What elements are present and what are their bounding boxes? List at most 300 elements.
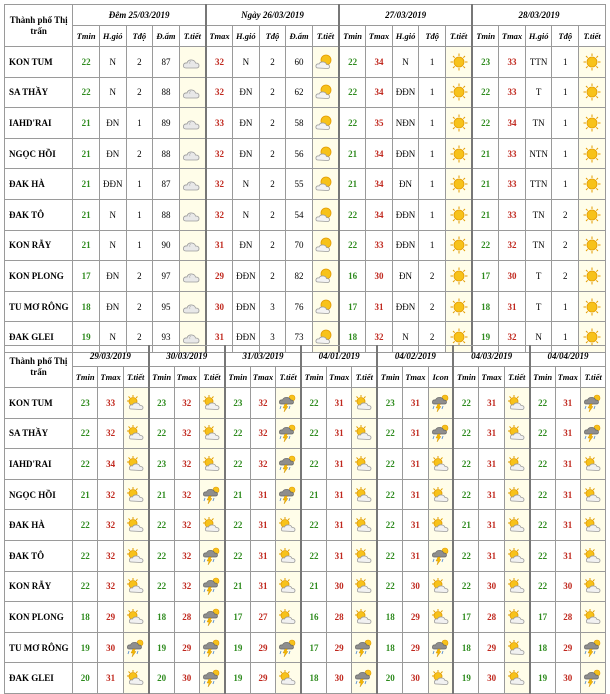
wind-direction: ĐĐN: [233, 291, 260, 322]
column-header: H.gió: [233, 26, 260, 47]
tmin-value: 22: [301, 540, 326, 571]
humidity: 87: [153, 47, 180, 78]
tmin-value: 21: [73, 230, 100, 261]
tmin-value: 22: [377, 418, 402, 449]
humidity: 60: [286, 47, 313, 78]
date-header: 29/03/2019: [73, 346, 149, 367]
tmax-value: 29: [479, 632, 504, 663]
sun-cloud-icon: [504, 540, 529, 571]
tmin-value: 23: [73, 388, 98, 419]
wind-direction: ĐN: [99, 291, 126, 322]
sun-cloud-icon: [312, 230, 339, 261]
thunderstorm-icon: [428, 632, 453, 663]
tmin-value: 17: [472, 261, 499, 292]
tmin-value: 22: [530, 510, 555, 541]
city-name: TU MƠ RÔNG: [5, 291, 73, 322]
tmin-value: 19: [472, 322, 499, 353]
tmin-value: 16: [301, 602, 326, 633]
sun-cloud-icon: [312, 291, 339, 322]
wind-speed: 2: [126, 261, 153, 292]
tmin-value: 22: [530, 449, 555, 480]
wind-speed: 1: [552, 322, 579, 353]
sun-cloud-icon: [504, 418, 529, 449]
thunderstorm-icon: [580, 388, 605, 419]
cloud-night-icon: [179, 199, 206, 230]
tmin-value: 21: [301, 479, 326, 510]
wind-speed: 2: [259, 230, 286, 261]
thunderstorm-icon: [199, 540, 224, 571]
city-name: ĐAK HÀ: [5, 169, 73, 200]
thunderstorm-icon: [276, 479, 301, 510]
tmax-value: 32: [499, 322, 526, 353]
column-header: Tmin: [453, 367, 478, 388]
tmax-value: 29: [250, 663, 275, 694]
column-header: Tmin: [149, 367, 174, 388]
thunderstorm-icon: [580, 632, 605, 663]
date-header: 31/03/2019: [225, 346, 301, 367]
wind-speed: 2: [126, 291, 153, 322]
wind-direction: NĐN: [392, 108, 419, 139]
tmin-value: 22: [453, 571, 478, 602]
city-name: TU MƠ RÔNG: [5, 632, 73, 663]
forecast-table-top: [4, 4, 606, 353]
table-row: [5, 479, 606, 510]
humidity: 95: [153, 291, 180, 322]
tmin-value: 21: [73, 479, 98, 510]
tmin-value: 18: [149, 602, 174, 633]
wind-speed: 2: [419, 322, 446, 353]
sun-cloud-icon: [352, 388, 377, 419]
tmin-value: 22: [453, 479, 478, 510]
tmax-value: 31: [250, 479, 275, 510]
tmax-value: 27: [250, 602, 275, 633]
city-name: KON TUM: [5, 388, 73, 419]
column-header: Tmax: [499, 26, 526, 47]
humidity: 93: [153, 322, 180, 353]
thunderstorm-icon: [428, 540, 453, 571]
wind-speed: 1: [126, 108, 153, 139]
sun-cloud-icon: [123, 571, 148, 602]
tmax-value: 29: [250, 632, 275, 663]
thunderstorm-icon: [276, 388, 301, 419]
city-name: ĐAK GLEI: [5, 322, 73, 353]
thunderstorm-icon: [276, 418, 301, 449]
tmax-value: 32: [174, 571, 199, 602]
column-header: Tmax: [250, 367, 275, 388]
table-row: [5, 663, 606, 694]
tmin-value: 22: [225, 418, 250, 449]
city-name: IAHD'RAI: [5, 108, 73, 139]
tmin-value: 22: [73, 449, 98, 480]
tmin-value: 22: [301, 449, 326, 480]
thunderstorm-icon: [199, 571, 224, 602]
sun-cloud-icon: [504, 571, 529, 602]
column-header: T.tiết: [445, 26, 472, 47]
column-header: T.tiết: [276, 367, 301, 388]
table-row: [5, 388, 606, 419]
tmin-value: 22: [339, 77, 366, 108]
tmax-value: 31: [326, 449, 351, 480]
column-header: Icon: [428, 367, 453, 388]
tmin-value: 22: [301, 388, 326, 419]
column-header: Đ.ẩm: [286, 26, 313, 47]
thunderstorm-icon: [428, 388, 453, 419]
humidity: 90: [153, 230, 180, 261]
sun-cloud-icon: [352, 602, 377, 633]
wind-speed: 2: [126, 322, 153, 353]
tmax-value: 31: [479, 540, 504, 571]
wind-speed: 1: [419, 77, 446, 108]
city-name: ĐAK TÔ: [5, 199, 73, 230]
tmin-value: 21: [225, 571, 250, 602]
date-header: 04/04/2019: [530, 346, 606, 367]
column-header: Tmin: [472, 26, 499, 47]
wind-direction: ĐN: [233, 230, 260, 261]
tmax-value: 31: [479, 418, 504, 449]
column-header: T.tiết: [179, 26, 206, 47]
tmin-value: 19: [73, 322, 100, 353]
tmax-value: 32: [174, 510, 199, 541]
tmax-value: 31: [366, 291, 393, 322]
sun-cloud-icon: [352, 479, 377, 510]
cloud-night-icon: [179, 291, 206, 322]
tmin-value: 22: [530, 418, 555, 449]
sun-icon: [445, 169, 472, 200]
column-header: T.tiết: [199, 367, 224, 388]
tmax-value: 34: [366, 77, 393, 108]
humidity: 88: [153, 199, 180, 230]
tmin-value: 18: [377, 602, 402, 633]
tmax-value: 29: [555, 632, 580, 663]
tmin-value: 22: [225, 449, 250, 480]
column-header: T.tiết: [123, 367, 148, 388]
tmax-value: 32: [98, 540, 123, 571]
thunderstorm-icon: [199, 663, 224, 694]
wind-direction: T: [525, 261, 552, 292]
sun-cloud-icon: [276, 510, 301, 541]
column-header: Tmin: [339, 26, 366, 47]
tmax-value: 34: [366, 138, 393, 169]
wind-direction: T: [525, 291, 552, 322]
cloud-night-icon: [179, 47, 206, 78]
wind-direction: ĐĐN: [392, 138, 419, 169]
tmax-value: 32: [206, 199, 233, 230]
thunderstorm-icon: [123, 632, 148, 663]
column-header: Tđộ: [259, 26, 286, 47]
tmax-value: 31: [555, 510, 580, 541]
thunderstorm-icon: [199, 632, 224, 663]
date-header: 04/03/2019: [453, 346, 529, 367]
wind-direction: ĐN: [99, 138, 126, 169]
table-row: [5, 261, 606, 292]
tmax-value: 29: [206, 261, 233, 292]
tmax-value: 32: [174, 449, 199, 480]
tmin-value: 22: [225, 510, 250, 541]
city-name: KON TUM: [5, 47, 73, 78]
tmax-value: 32: [174, 388, 199, 419]
column-header: H.gió: [392, 26, 419, 47]
tmax-value: 32: [98, 510, 123, 541]
sun-icon: [579, 291, 606, 322]
tmin-value: 18: [472, 291, 499, 322]
sun-cloud-icon: [352, 418, 377, 449]
sun-cloud-icon: [428, 663, 453, 694]
tmax-value: 31: [479, 449, 504, 480]
tmin-value: 20: [149, 663, 174, 694]
tmax-value: 33: [499, 47, 526, 78]
humidity: 73: [286, 322, 313, 353]
tmax-value: 33: [499, 199, 526, 230]
tmax-value: 30: [174, 663, 199, 694]
humidity: 88: [153, 138, 180, 169]
wind-speed: 2: [259, 199, 286, 230]
tmax-value: 31: [326, 418, 351, 449]
city-name: KON PLONG: [5, 602, 73, 633]
wind-direction: ĐN: [99, 108, 126, 139]
tmax-value: 31: [555, 540, 580, 571]
tmin-value: 21: [453, 510, 478, 541]
city-name: SA THẦY: [5, 418, 73, 449]
sun-cloud-icon: [123, 510, 148, 541]
wind-speed: 1: [419, 108, 446, 139]
tmax-value: 31: [250, 510, 275, 541]
tmax-value: 31: [555, 388, 580, 419]
table-row: [5, 230, 606, 261]
humidity: 82: [286, 261, 313, 292]
tmin-value: 21: [225, 479, 250, 510]
date-header: 04/01/2019: [301, 346, 377, 367]
tmin-value: 22: [73, 47, 100, 78]
tmax-value: 29: [174, 632, 199, 663]
tmin-value: 20: [377, 663, 402, 694]
sun-icon: [579, 47, 606, 78]
humidity: 70: [286, 230, 313, 261]
city-name: KON PLONG: [5, 261, 73, 292]
sun-cloud-icon: [504, 510, 529, 541]
column-header: Tmin: [73, 367, 98, 388]
table-row: [5, 602, 606, 633]
table-row: [5, 199, 606, 230]
tmin-value: 21: [472, 138, 499, 169]
tmin-value: 21: [472, 199, 499, 230]
sun-cloud-icon: [504, 632, 529, 663]
tmax-value: 33: [206, 108, 233, 139]
sun-cloud-icon: [312, 138, 339, 169]
wind-speed: 2: [259, 47, 286, 78]
wind-speed: 2: [552, 261, 579, 292]
table-row: [5, 138, 606, 169]
date-header: 28/03/2019: [472, 5, 605, 26]
sun-cloud-icon: [352, 571, 377, 602]
thunderstorm-icon: [352, 663, 377, 694]
sun-cloud-icon: [312, 77, 339, 108]
sun-cloud-icon: [504, 663, 529, 694]
wind-speed: 1: [552, 169, 579, 200]
wind-direction: ĐĐN: [392, 199, 419, 230]
wind-speed: 1: [126, 199, 153, 230]
column-header: Tđộ: [419, 26, 446, 47]
tmin-value: 22: [377, 571, 402, 602]
sun-icon: [579, 138, 606, 169]
tmax-value: 33: [499, 77, 526, 108]
wind-speed: 2: [552, 199, 579, 230]
sun-cloud-icon: [580, 571, 605, 602]
sun-cloud-icon: [276, 540, 301, 571]
wind-direction: N: [99, 77, 126, 108]
thunderstorm-icon: [199, 602, 224, 633]
tmax-value: 34: [499, 108, 526, 139]
sun-icon: [445, 138, 472, 169]
tmax-value: 31: [555, 449, 580, 480]
table-row: [5, 77, 606, 108]
tmin-value: 22: [149, 540, 174, 571]
tmax-value: 31: [555, 479, 580, 510]
tmin-value: 22: [301, 418, 326, 449]
wind-direction: TN: [525, 230, 552, 261]
tmin-value: 22: [377, 449, 402, 480]
wind-direction: NTN: [525, 138, 552, 169]
tmin-value: 22: [149, 571, 174, 602]
tmin-value: 18: [301, 663, 326, 694]
tmax-value: 32: [174, 418, 199, 449]
sun-cloud-icon: [428, 571, 453, 602]
tmax-value: 31: [326, 388, 351, 419]
wind-direction: ĐĐN: [99, 169, 126, 200]
thunderstorm-icon: [580, 418, 605, 449]
tmax-value: 31: [403, 388, 428, 419]
wind-direction: N: [392, 322, 419, 353]
sun-cloud-icon: [580, 602, 605, 633]
tmin-value: 19: [73, 632, 98, 663]
sun-cloud-icon: [199, 418, 224, 449]
wind-direction: N: [233, 199, 260, 230]
tmax-value: 32: [366, 322, 393, 353]
tmax-value: 31: [403, 510, 428, 541]
tmax-value: 33: [366, 230, 393, 261]
column-header: T.tiết: [312, 26, 339, 47]
tmax-value: 33: [98, 388, 123, 419]
wind-direction: ĐĐN: [392, 77, 419, 108]
tmin-value: 17: [225, 602, 250, 633]
tmin-value: 22: [73, 418, 98, 449]
column-header: Tmax: [403, 367, 428, 388]
sun-cloud-icon: [123, 479, 148, 510]
wind-direction: N: [233, 47, 260, 78]
column-header: Tđộ: [552, 26, 579, 47]
tmax-value: 30: [206, 291, 233, 322]
tmax-value: 29: [403, 632, 428, 663]
tmax-value: 31: [403, 540, 428, 571]
tmin-value: 22: [472, 77, 499, 108]
tmax-value: 31: [326, 479, 351, 510]
column-header: Tmax: [366, 26, 393, 47]
wind-direction: N: [99, 47, 126, 78]
column-header: Tmin: [301, 367, 326, 388]
tmin-value: 22: [530, 479, 555, 510]
tmin-value: 21: [339, 138, 366, 169]
tmin-value: 19: [225, 663, 250, 694]
wind-direction: N: [392, 47, 419, 78]
tmin-value: 21: [339, 169, 366, 200]
wind-speed: 3: [259, 322, 286, 353]
wind-speed: 1: [419, 230, 446, 261]
tmin-value: 17: [530, 602, 555, 633]
tmax-value: 31: [403, 479, 428, 510]
date-header: Đêm 25/03/2019: [73, 5, 206, 26]
cloud-night-icon: [179, 138, 206, 169]
humidity: 58: [286, 108, 313, 139]
tmax-value: 31: [479, 510, 504, 541]
column-header: T.tiết: [580, 367, 605, 388]
column-header: Tmax: [555, 367, 580, 388]
sun-cloud-icon: [276, 571, 301, 602]
cloud-night-icon: [179, 261, 206, 292]
tmax-value: 29: [326, 632, 351, 663]
table-row: [5, 632, 606, 663]
wind-speed: 1: [552, 291, 579, 322]
sun-icon: [579, 77, 606, 108]
tmax-value: 35: [366, 108, 393, 139]
sun-cloud-icon: [123, 388, 148, 419]
tmin-value: 23: [472, 47, 499, 78]
wind-direction: ĐN: [233, 138, 260, 169]
city-name: NGỌC HỒI: [5, 479, 73, 510]
sun-cloud-icon: [428, 479, 453, 510]
thunderstorm-icon: [580, 663, 605, 694]
date-header: 27/03/2019: [339, 5, 472, 26]
humidity: 97: [153, 261, 180, 292]
sun-cloud-icon: [199, 510, 224, 541]
tmax-value: 31: [403, 418, 428, 449]
tmin-value: 22: [73, 510, 98, 541]
sun-cloud-icon: [312, 261, 339, 292]
column-header: Tđộ: [126, 26, 153, 47]
cloud-night-icon: [179, 169, 206, 200]
sun-icon: [445, 230, 472, 261]
sun-cloud-icon: [504, 479, 529, 510]
tmax-value: 30: [403, 571, 428, 602]
column-header: Tmax: [206, 26, 233, 47]
date-header: Ngày 26/03/2019: [206, 5, 339, 26]
tmin-value: 19: [453, 663, 478, 694]
column-header: Đ.ẩm: [153, 26, 180, 47]
wind-speed: 1: [552, 47, 579, 78]
tmin-value: 18: [530, 632, 555, 663]
table-row: [5, 510, 606, 541]
tmax-value: 32: [499, 230, 526, 261]
city-name: NGỌC HỒI: [5, 138, 73, 169]
city-name: ĐAK TÔ: [5, 540, 73, 571]
tmin-value: 22: [339, 199, 366, 230]
tmax-value: 30: [499, 261, 526, 292]
date-header: 30/03/2019: [149, 346, 225, 367]
tmax-value: 32: [250, 449, 275, 480]
city-column-header: Thành phố Thị trấn: [5, 5, 73, 47]
tmin-value: 18: [377, 632, 402, 663]
tmin-value: 21: [73, 199, 100, 230]
sun-icon: [579, 261, 606, 292]
tmin-value: 17: [301, 632, 326, 663]
tmax-value: 32: [206, 47, 233, 78]
wind-speed: 2: [419, 291, 446, 322]
sun-cloud-icon: [428, 602, 453, 633]
sun-icon: [445, 77, 472, 108]
column-header: T.tiết: [352, 367, 377, 388]
tmax-value: 34: [366, 47, 393, 78]
tmax-value: 29: [403, 602, 428, 633]
tmin-value: 22: [339, 230, 366, 261]
tmin-value: 22: [453, 418, 478, 449]
